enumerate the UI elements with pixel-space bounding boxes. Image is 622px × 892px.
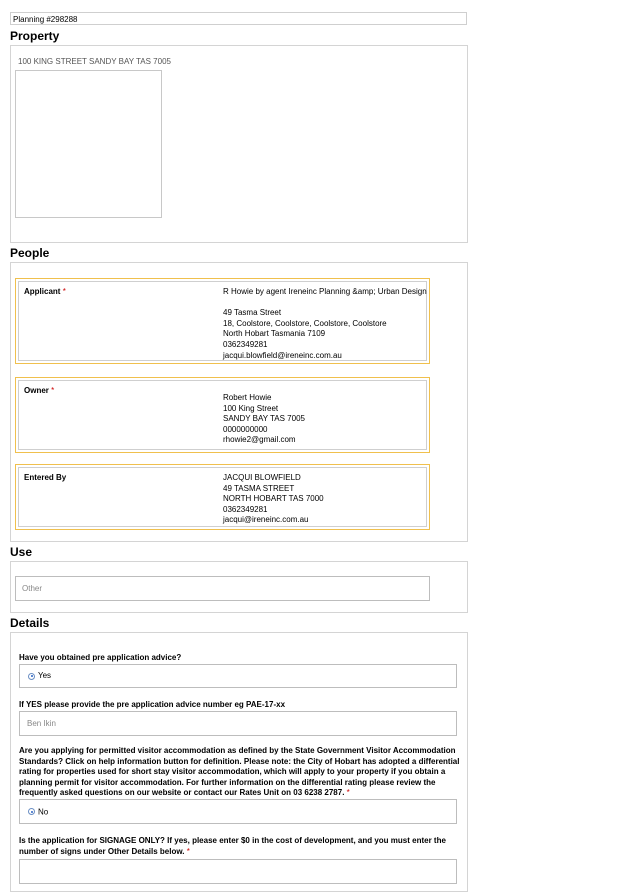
property-map[interactable] <box>15 70 162 218</box>
signage-only-question: Is the application for SIGNAGE ONLY? If yes, please enter $0 in the cost of development, and you must enter the number of signs under Other Details below. * <box>19 836 446 856</box>
owner-card <box>15 377 430 453</box>
applicant-address2: 18, Coolstore, Coolstore, Coolstore, Coolstore <box>223 318 387 328</box>
visitor-accommodation-question: Are you applying for permitted visitor accommodation as defined by the State Government Visitor Accommodation Standards? Click on help information button for definition. Please note: the City of Hobart has adopted a differential rating for properties used for short stay visitor accommodation, which will apply to your property if you obtain a planning permit for visitor accommodation. For further information on the differential rating please review the frequently asked questions on our website or contact our Rates Unit on 03 6238 2787. * <box>19 746 460 797</box>
advice-number-input[interactable]: Ben Ikin <box>19 711 457 736</box>
applicant-label: Applicant * <box>24 287 66 296</box>
details-panel <box>10 632 468 892</box>
owner-label: Owner * <box>24 386 55 395</box>
details-heading: Details <box>10 616 50 630</box>
applicant-details <box>223 287 427 361</box>
owner-details <box>223 393 305 446</box>
owner-phone: 0000000000 <box>223 424 268 434</box>
owner-suburb: SANDY BAY TAS 7005 <box>223 414 305 424</box>
people-heading: People <box>10 246 50 260</box>
applicant-card <box>15 278 430 364</box>
entered-by-email: jacqui@ireneinc.com.au <box>223 515 309 525</box>
radio-selected-icon[interactable] <box>28 673 35 680</box>
applicant-name: R Howie by agent Ireneinc Planning &amp; Urban Design <box>223 287 427 296</box>
applicant-address: 49 Tasma Street <box>223 308 282 318</box>
pre-advice-answer: Yes <box>38 671 52 680</box>
use-input[interactable]: Other <box>15 576 430 601</box>
applicant-suburb: North Hobart Tasmania 7109 <box>223 329 326 339</box>
applicant-email: jacqui.blowfield@ireneinc.com.au <box>223 350 342 360</box>
use-heading: Use <box>10 545 33 559</box>
entered-by-card <box>15 464 430 530</box>
owner-address: 100 King Street <box>223 403 279 413</box>
property-heading: Property <box>10 29 60 43</box>
visitor-accommodation-radio-group[interactable] <box>19 799 457 824</box>
people-panel <box>10 262 468 542</box>
visitor-accommodation-answer: No <box>38 807 49 817</box>
entered-by-suburb: NORTH HOBART TAS 7000 <box>223 494 324 504</box>
pre-advice-radio-group[interactable] <box>19 664 457 688</box>
entered-by-phone: 0362349281 <box>223 504 268 514</box>
entered-by-details <box>223 473 324 526</box>
entered-by-address: 49 TASMA STREET <box>223 483 295 493</box>
property-address: 100 KING STREET SANDY BAY TAS 7005 <box>18 57 171 66</box>
entered-by-label: Entered By <box>24 473 67 482</box>
use-panel <box>10 561 468 613</box>
owner-name: Robert Howie <box>223 393 272 402</box>
entered-by-name: JACQUI BLOWFIELD <box>223 473 301 482</box>
owner-email: rhowie2@gmail.com <box>223 435 296 445</box>
property-panel <box>10 45 468 243</box>
applicant-line <box>223 298 427 309</box>
pre-advice-question: Have you obtained pre application advice? <box>19 653 182 662</box>
radio-selected-icon[interactable] <box>28 808 35 815</box>
advice-number-question: If YES please provide the pre application advice number eg PAE-17-xx <box>19 700 286 709</box>
signage-only-radio-group[interactable] <box>19 859 457 884</box>
planning-id: Planning #298288 <box>10 12 467 25</box>
applicant-phone: 0362349281 <box>223 339 268 349</box>
